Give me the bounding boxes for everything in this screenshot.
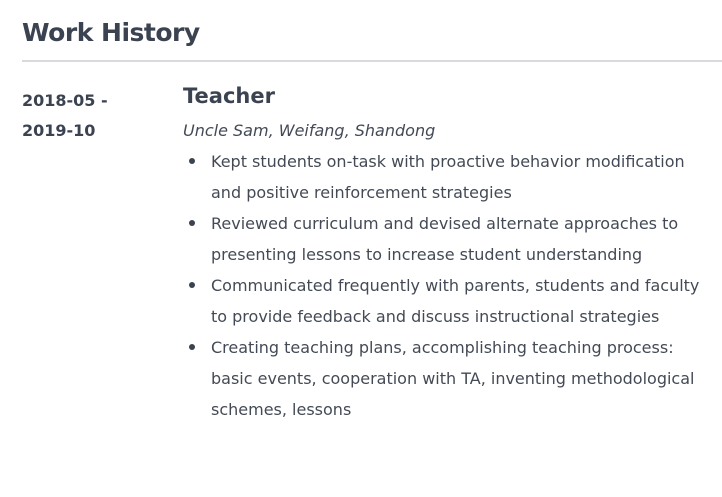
bullet-icon xyxy=(189,344,195,350)
duties-list xyxy=(183,146,713,425)
bullet-icon xyxy=(189,282,195,288)
duty-item xyxy=(183,208,713,270)
duty-item xyxy=(183,270,713,332)
duty-text: Kept students on-task with proactive behavior modification and positive reinforcement strategies xyxy=(211,152,685,202)
duty-item xyxy=(183,332,713,425)
date-end: 2019-10 xyxy=(22,121,96,140)
bullet-icon xyxy=(189,158,195,164)
duty-text: Creating teaching plans, accomplishing teaching process: basic events, cooperation with TA, inventing methodological schemes, lessons xyxy=(211,338,695,419)
bullet-icon xyxy=(189,220,195,226)
job-title: Teacher xyxy=(183,84,275,108)
date-start: 2018-05 - xyxy=(22,91,108,110)
job-dates xyxy=(22,86,108,146)
section-title: Work History xyxy=(22,18,200,47)
duty-item xyxy=(183,146,713,208)
section-divider xyxy=(22,60,722,62)
company-location: Uncle Sam, Weifang, Shandong xyxy=(183,121,436,140)
duty-text: Reviewed curriculum and devised alternate approaches to presenting lessons to increase student understanding xyxy=(211,214,679,264)
job-entry xyxy=(183,80,713,425)
duty-text: Communicated frequently with parents, students and faculty to provide feedback and discuss instructional strategies xyxy=(211,276,700,326)
